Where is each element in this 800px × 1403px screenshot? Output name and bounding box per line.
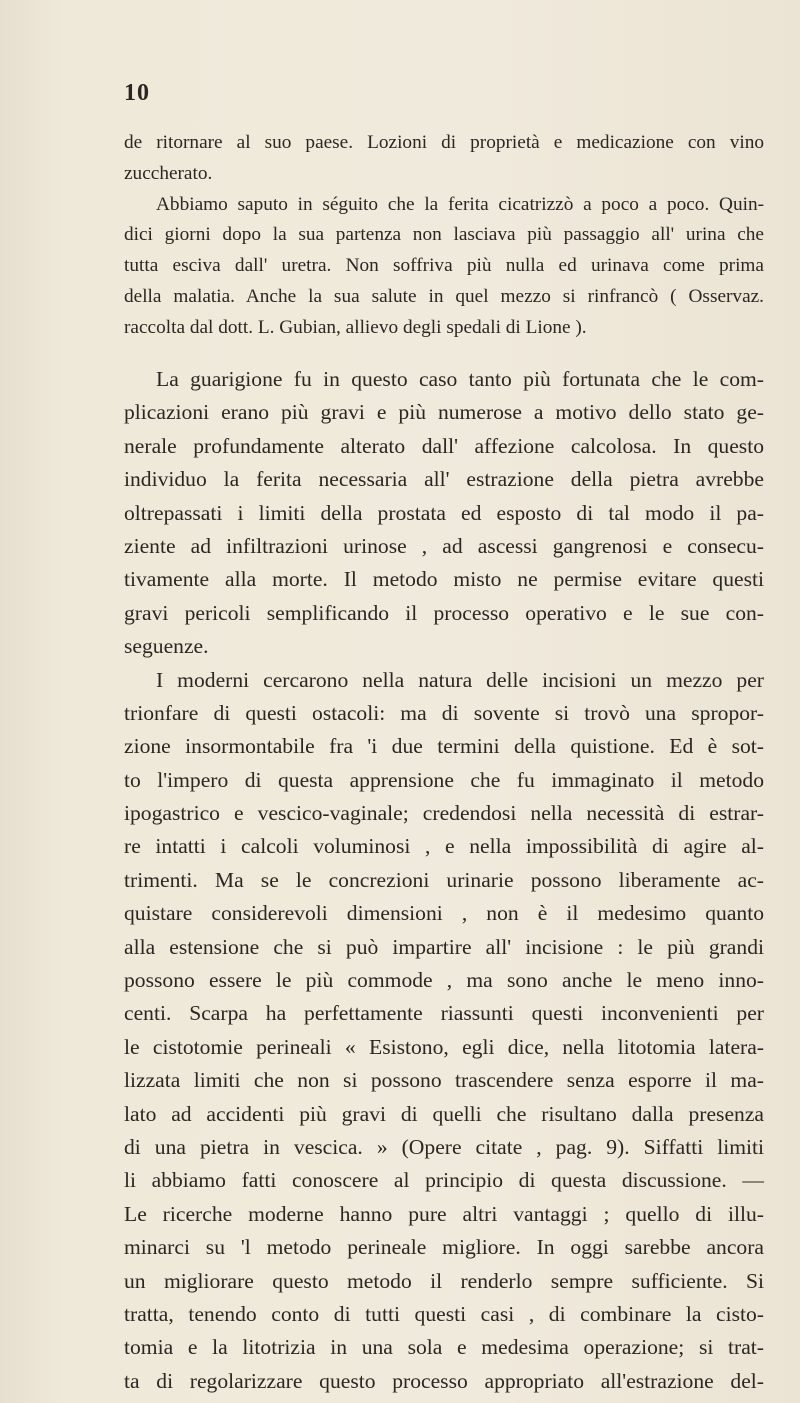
text-line: quistare considerevoli dimensioni , non è il medesimo quanto <box>124 901 764 926</box>
text-line: lizzata limiti che non si possono trascendere senza esporre il ma- <box>124 1068 764 1093</box>
text-line: Le ricerche moderne hanno pure altri vantaggi ; quello di illu- <box>124 1201 764 1226</box>
text-line: I moderni cercarono nella natura delle incisioni un mezzo per <box>156 667 764 692</box>
text-line: minarci su 'l metodo perineale migliore. In oggi sarebbe ancora <box>124 1235 764 1260</box>
text-line: trimenti. Ma se le concrezioni urinarie possono liberamente ac- <box>124 867 764 892</box>
text-line: un migliorare questo metodo il renderlo sempre sufficiente. Si <box>124 1268 764 1293</box>
text-line: ipogastrico e vescico-vaginale; credendosi nella necessità di estrar- <box>124 801 764 826</box>
page-number: 10 <box>124 80 150 106</box>
text-line: di una pietra in vescica. » (Opere citate , pag. 9). Siffatti limiti <box>124 1135 764 1159</box>
text-line: della malatia. Anche la sua salute in quel mezzo si rinfrancò ( Osservaz. <box>124 285 764 307</box>
paragraph-1 <box>124 128 764 190</box>
text-line: raccolta dal dott. L. Gubian, allievo degli spedali di Lione ). <box>124 316 587 338</box>
text-line: trionfare di questi ostacoli: ma di sovente si trovò una spropor- <box>124 700 764 725</box>
text-line: tomia e la litotrizia in una sola e medesima operazione; si trat- <box>124 1335 764 1360</box>
text-line: nerale profundamente alterato dall' affezione calcolosa. In questo <box>124 433 764 458</box>
text-line: zuccherato. <box>124 162 213 184</box>
text-line: lato ad accidenti più gravi di quelli che risultano dalla presenza <box>124 1101 764 1126</box>
text-line: li abbiamo fatti conoscere al principio di questa discussione. — <box>124 1168 764 1193</box>
text-line: plicazioni erano più gravi e più numerose a motivo dello stato ge- <box>124 400 764 425</box>
text-line: Abbiamo saputo in séguito che la ferita cicatrizzò a poco a poco. Quin- <box>156 193 764 215</box>
text-line: alla estensione che si può impartire all' incisione : le più grandi <box>124 934 764 959</box>
text-line: ta di regolarizzare questo processo appropriato all'estrazione del- <box>124 1368 764 1393</box>
text-line: individuo la ferita necessaria all' estrazione della pietra avrebbe <box>124 467 764 492</box>
paragraph-4 <box>124 664 764 1399</box>
text-line: dici giorni dopo la sua partenza non lasciava più passaggio all' urina che <box>124 224 764 246</box>
text-line: ziente ad infiltrazioni urinose , ad ascessi gangrenosi e consecu- <box>124 533 764 558</box>
text-line: gravi pericoli semplificando il processo operativo e le sue con- <box>124 600 764 625</box>
text-line: tratta, tenendo conto di tutti questi casi , di combinare la cisto- <box>124 1301 764 1326</box>
text-block-large <box>124 363 764 1398</box>
text-line: zione insormontabile fra 'i due termini della quistione. Ed è sot- <box>124 734 764 759</box>
text-line: re intatti i calcoli voluminosi , e nella impossibilità di agire al- <box>124 834 764 859</box>
text-line: centi. Scarpa ha perfettamente riassunti questi inconvenienti per <box>124 1001 764 1026</box>
text-line: La guarigione fu in questo caso tanto più fortunata che le com- <box>156 367 764 391</box>
text-line: seguenze. <box>124 634 209 659</box>
text-line: to l'impero di questa apprensione che fu immaginato il metodo <box>124 767 764 792</box>
text-line: tivamente alla morte. Il metodo misto ne permise evitare questi <box>124 567 764 592</box>
text-block-small <box>124 128 764 344</box>
text-line: de ritornare al suo paese. Lozioni di proprietà e medicazione con vino <box>124 132 764 153</box>
text-line: oltrepassati i limiti della prostata ed esposto di tal modo il pa- <box>124 500 764 525</box>
text-line: le cistotomie perineali « Esistono, egli dice, nella litotomia latera- <box>124 1034 764 1059</box>
text-line: tutta esciva dall' uretra. Non soffriva più nulla ed urinava come prima <box>124 255 764 277</box>
paragraph-3 <box>124 363 764 664</box>
text-line: possono essere le più commode , ma sono anche le meno inno- <box>124 968 764 993</box>
paragraph-2 <box>124 190 764 344</box>
